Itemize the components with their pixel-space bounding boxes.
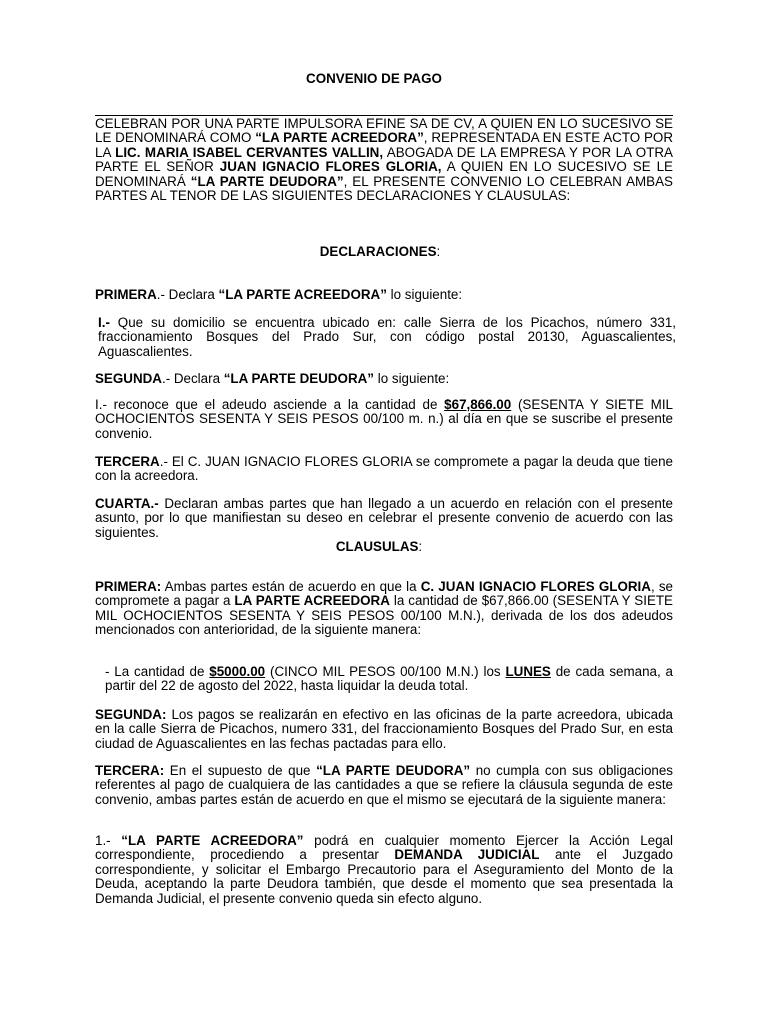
clausula-primera: PRIMERA: Ambas partes están de acuerdo en que la C. JUAN IGNACIO FLORES GLORIA, se compromete a pagar a LA PARTE ACREEDORA la cantidad de $67,866.00 (SESENTA Y SIETE MIL OCHOCIENTOS SESENTA Y SEIS PESOS 00/100 M.N.), derivada de los dos adeudos mencionados con anterioridad, de la siguiente manera: <box>95 579 673 638</box>
intro-paragraph: CELEBRAN POR UNA PARTE IMPULSORA EFINE SA DE CV, A QUIEN EN LO SUCESIVO SE LE DENOMINARÁ COMO “LA PARTE ACREEDORA”, REPRESENTADA EN ESTE ACTO POR LA LIC. MARIA ISABEL CERVANTES VALLIN, ABOGADA DE LA EMPRESA Y POR LA OTRA PARTE EL SEÑOR JUAN IGNACIO FLORES GLORIA, A QUIEN EN LO SUCESIVO SE LE DENOMINARÁ “LA PARTE DEUDORA”, EL PRESENTE CONVENIO LO CELEBRAN AMBAS PARTES AL TENOR DE LAS SIGUIENTES DECLARACIONES Y CLAUSULAS: <box>95 116 674 204</box>
declaracion-primera-item: I.- Que su domicilio se encuentra ubicado en: calle Sierra de los Picachos, número 331, fraccionamiento Bosques del Prado Sur, con código postal 20130, Aguascalientes, Aguascalientes. <box>98 315 676 359</box>
declaraciones-heading: DECLARACIONES: <box>319 244 441 259</box>
declaracion-cuarta: CUARTA.- Declaran ambas partes que han llegado a un acuerdo en relación con el presente asunto, por lo que manifiestan su deseo en celebrar el presente convenio de acuerdo con las siguientes. <box>95 496 673 540</box>
weekly-amount: $5000.00 <box>209 664 266 679</box>
clausula-tercera: TERCERA: En el supuesto de que “LA PARTE DEUDORA” no cumpla con sus obligaciones referentes al pago de cualquiera de las cantidades a que se refiere la cláusula segunda de este convenio, ambas partes están de acuerdo en que el mismo se ejecutará de la siguiente manera: <box>95 763 673 807</box>
clausula-primera-bullet: - La cantidad de $5000.00 (CINCO MIL PESOS 00/100 M.N.) los LUNES de cada semana, a partir del 22 de agosto del 2022, hasta liquidar la deuda total. <box>105 664 673 694</box>
clausula-segunda: SEGUNDA: Los pagos se realizarán en efectivo en las oficinas de la parte acreedora, ubicada en la calle Sierra de Picachos, numero 331, del fraccionamiento Bosques del Prado Sur, en esta ciudad de Aguascalientes en las fechas pactadas para ello. <box>95 707 673 751</box>
clausulas-heading: CLAUSULAS: <box>335 539 423 554</box>
declaracion-primera: PRIMERA.- Declara “LA PARTE ACREEDORA” lo siguiente: <box>95 287 463 302</box>
declaracion-segunda: SEGUNDA.- Declara “LA PARTE DEUDORA” lo siguiente: <box>95 371 450 386</box>
declaracion-tercera: TERCERA.- El C. JUAN IGNACIO FLORES GLORIA se compromete a pagar la deuda que tiene con la acreedora. <box>95 454 673 484</box>
clausula-tercera-item: 1.- “LA PARTE ACREEDORA” podrá en cualquier momento Ejercer la Acción Legal correspondiente, procediendo a presentar DEMANDA JUDICIAL ante el Juzgado correspondiente, y solicitar el Embargo Precautorio para el Aseguramiento del Monto de la Deuda, aceptando la parte Deudora también, que desde el momento que sea presentada la Demanda Judicial, el presente convenio queda sin efecto alguno. <box>95 833 673 906</box>
declaracion-segunda-item: I.- reconoce que el adeudo asciende a la cantidad de $67,866.00 (SESENTA Y SIETE MIL OCHOCIENTOS SESENTA Y SEIS PESOS 00/100 m. n.) al día en que se suscribe el presente convenio. <box>95 397 673 441</box>
adeudo-amount: $67,866.00 <box>444 397 512 412</box>
document-title: CONVENIO DE PAGO <box>306 71 442 86</box>
payment-day: LUNES <box>505 664 551 679</box>
